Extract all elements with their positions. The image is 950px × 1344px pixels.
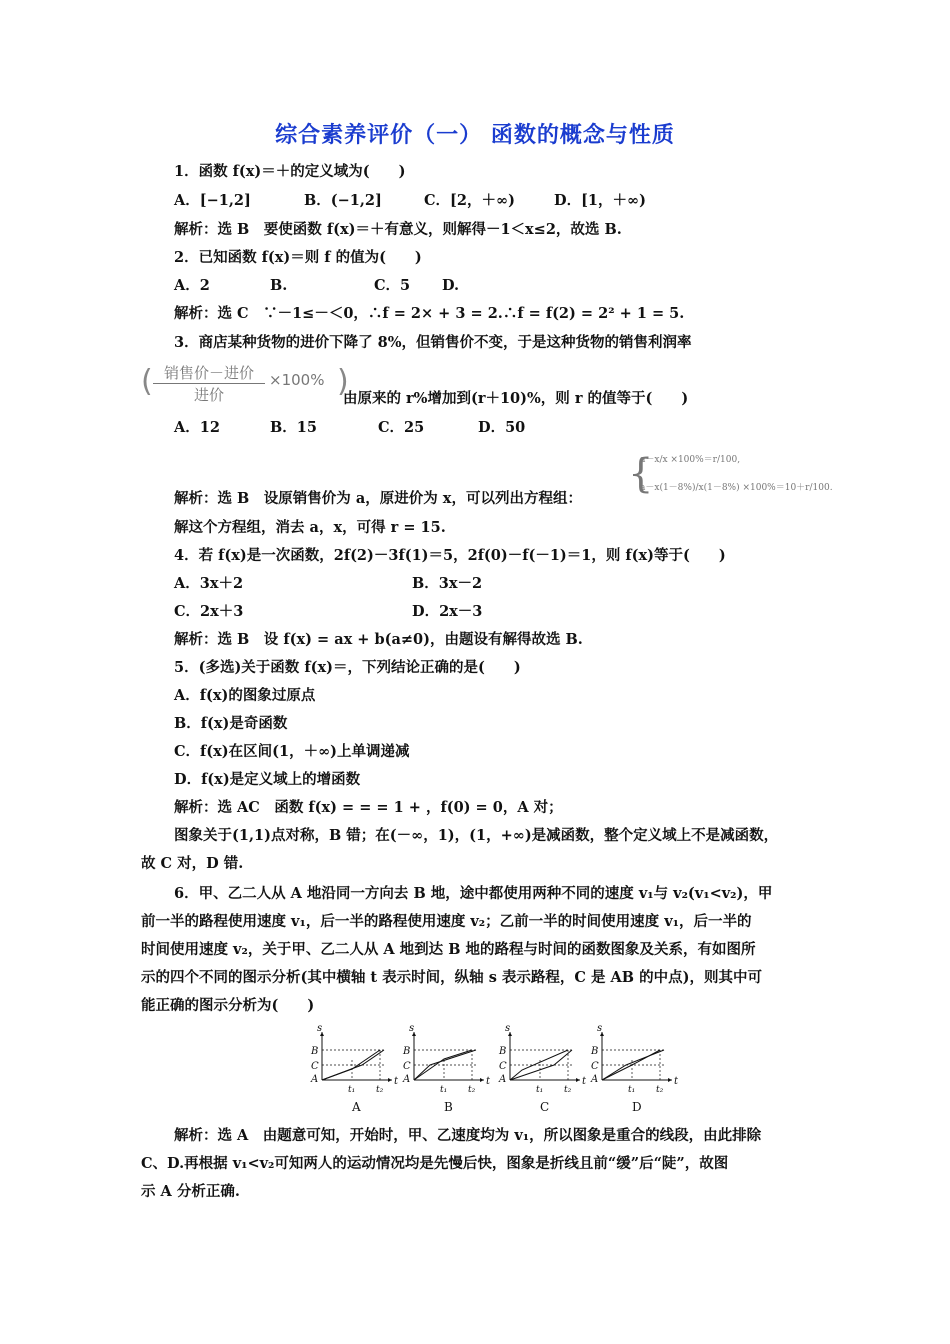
q4-choice-b[interactable]: B．3x－2: [412, 575, 483, 592]
equation-1: a－x/x ×100%＝r/100,: [640, 455, 741, 465]
q3-choices: [174, 418, 525, 438]
q3-analysis-2: 解这个方程组，消去 a，x，可得 r = 15.: [174, 519, 446, 536]
graph-a-t-label: t: [394, 1076, 399, 1087]
q5-stem: 5．(多选)关于函数 f(x)＝，下列结论正确的是( ): [174, 659, 521, 676]
graph-c-s-label: s: [505, 1023, 511, 1034]
q4-choice-c[interactable]: C．2x＋3: [174, 603, 244, 620]
q1-choice-d[interactable]: D．[1，＋∞): [554, 192, 646, 209]
q6-line-5: 能正确的图示分析为( ): [141, 997, 315, 1014]
q2-stem: 2．已知函数 f(x)＝则 f 的值为( ): [174, 249, 422, 266]
graph-c-t-label: t: [582, 1076, 587, 1087]
graph-a-t1-label: t₁: [348, 1085, 356, 1095]
q6-analysis-3: 示 A 分析正确.: [141, 1183, 240, 1200]
q1-choice-b[interactable]: B．(−1,2]: [304, 192, 382, 209]
q1-choices: [174, 191, 646, 211]
formula-denominator: 进价: [193, 386, 224, 404]
formula-tail: ×100%: [269, 371, 325, 389]
graph-b-t1-label: t₁: [440, 1085, 448, 1095]
formula-numerator: 销售价－进价: [153, 362, 265, 384]
page-title: 综合素养评价（一） 函数的概念与性质: [275, 123, 675, 148]
graph-c-t1-label: t₁: [536, 1085, 544, 1095]
q2-choice-b[interactable]: B.: [270, 277, 288, 294]
graph-a-a-label: A: [311, 1074, 319, 1085]
q3-choice-c[interactable]: C．25: [378, 419, 425, 436]
q5-analysis-2: 图象关于(1,1)点对称，B 错；在(－∞，1)，(1，+∞)是减函数，整个定义域上不是减函数，: [174, 827, 779, 844]
q4-choices-row2: [174, 602, 482, 622]
q6-analysis-1: 解析：选 A 由题意可知，开始时，甲、乙速度均为 v₁，所以图象是重合的线段，由此排除: [174, 1127, 762, 1144]
graph-d-b-label: B: [591, 1046, 599, 1057]
q1-choice-a[interactable]: A．[−1,2]: [174, 192, 251, 209]
q2-choice-a[interactable]: A．2: [174, 277, 210, 294]
graph-d-t-label: t: [674, 1076, 679, 1087]
q4-analysis: 解析：选 B 设 f(x) = ax + b(a≠0)，由题设有解得故选 B.: [174, 631, 583, 648]
q2-choices: [174, 276, 459, 296]
graph-a-c-label: C: [311, 1061, 319, 1072]
graph-c-caption: C: [540, 1100, 550, 1114]
graph-a-s-label: s: [317, 1023, 323, 1034]
q4-stem: 4．若 f(x)是一次函数，2f(2)－3f(1)＝5，2f(0)－f(－1)＝1，则 f(x)等于( ): [174, 547, 726, 564]
graph-a-t-arrow: [388, 1078, 392, 1082]
q5-choice-b[interactable]: B．f(x)是奇函数: [174, 715, 288, 732]
graph-c-c-label: C: [499, 1061, 507, 1072]
graph-c-b-label: B: [499, 1046, 507, 1057]
graph-b-b-label: B: [403, 1046, 411, 1057]
q5-choice-a[interactable]: A．f(x)的图象过原点: [174, 687, 316, 704]
graph-b-t-label: t: [486, 1076, 491, 1087]
q2-choice-c[interactable]: C．5: [374, 277, 411, 294]
graph-d-s-label: s: [597, 1023, 603, 1034]
q6-line-4: 示的四个不同的图示分析(其中横轴 t 表示时间，纵轴 s 表示路程，C 是 AB 的中点)，则其中可: [141, 969, 762, 986]
graph-b-caption: B: [444, 1100, 453, 1114]
graph-d-t2-label: t₂: [656, 1085, 664, 1095]
q5-analysis-3: 故 C 对，D 错.: [141, 855, 244, 872]
q5-choice-c[interactable]: C．f(x)在区间(1，＋∞)上单调递减: [174, 743, 410, 760]
graph-c-t-arrow: [576, 1078, 580, 1082]
q5-choice-d[interactable]: D．f(x)是定义域上的增函数: [174, 771, 361, 788]
q3-choice-b[interactable]: B．15: [270, 419, 317, 436]
equation-2: a－x(1－8%)/x(1－8%) ×100%＝10＋r/100.: [640, 483, 833, 493]
graph-b-s-label: s: [409, 1023, 415, 1034]
graph-d-a-label: A: [591, 1074, 599, 1085]
q4-choices-row1: [174, 574, 482, 594]
q6-graphs: [300, 1022, 680, 1116]
q3-choice-d[interactable]: D．50: [478, 419, 526, 436]
worksheet-page: 综合素养评价（一） 函数的概念与性质 1．函数 f(x)＝＋的定义域为( ) A．[−1,2] B．(−1,2] C．[2，＋∞) D．[1，＋∞) 解析：选 B 要使函数 f(x)＝＋有意义，则解得－1＜x≤2，故选 B. 2．已知函数 f(x)＝则 f 的值为( ) A．2 B. C．5 D. 解析：选 C ∵－1≤－＜0，∴f = 2× + 3 = 2.∴f = f(2) = 2² + 1 = 5. 3．商店某种货物的进价下降了 8%，但销售价不变，于是这种货物的销售利润率 ( 销售价－进价 进价 ×100% ) 由原来的 r%增加到(r＋10)%，则 r 的值等于( ) A．12 B．15 C．25 D．50 { a－x/x ×100%＝r/100, a－x(1－8%)/x(1－8%) ×100%＝10＋r/100. 解析：选 B 设原销售价为 a，原进价为 x，可以列出方程组： 解这个方程组，消去 a，x，可得 r = 15. 4．若 f(x)是一次函数，2f(2)－3f(1)＝5，2f(0)－f(－1)＝1，则 f(x)等于( ) A．3x＋2 B．3x－2 C．2x＋3 D．2x－3 解析：选 B 设 f(x) = ax + b(a≠0)，由题设有解得故选 B. 5．(多选)关于函数 f(x)＝，下列结论正确的是( ) A．f(x)的图象过原点 B．f(x)是奇函数 C．f(x)在区间(1，＋∞)上单调递减 D．f(x)是定义域上的增函数 解析：选 AC 函数 f(x) = = = 1 + ，f(0) = 0，A 对； 图象关于(1,1)点对称，B 错；在(－∞，1)，(1，+∞)是减函数，整个定义域上不是减函数， 故 C 对，D 错. 6．甲、乙二人从 A 地沿同一方向去 B 地，途中都使用两种不同的速度 v₁与 v₂(v₁<v₂)，甲 前一半的路程使用速度 v₁，后一半的路程使用速度 v₂；乙前一半的时间使用速度 v₁，后一半的 时间使用速度 v₂，关于甲、乙二人从 A 地到达 B 地的路程与时间的函数图象及关系，有如图所 示的四个不同的图示分析(其中横轴 t 表示时间，纵轴 s 表示路程，C 是 AB 的中点)，则其中可 能正确的图示分析为( ) s t B C A t₁ t₂ A s t B C A t₁ t₂ B s t B C A t₁ t₂ C s t B C A t₁ t₂ D 解析：选 A 由题意可知，开始时，甲、乙速度均为 v₁，所以图象是重合的线段，由此排除 C、D.再根据 v₁<v₂可知两人的运动情况均是先慢后快，图象是折线且前“缓”后“陡”，故图 示 A 分析正确.: [0, 0, 950, 1344]
graph-d-t1-label: t₁: [628, 1085, 636, 1095]
graph-b-t2-label: t₂: [468, 1085, 476, 1095]
graph-a-t2-label: t₂: [376, 1085, 384, 1095]
q4-choice-a[interactable]: A．3x＋2: [174, 575, 244, 592]
graph-c-a-label: A: [499, 1074, 507, 1085]
q3-stem-cont: 由原来的 r%增加到(r＋10)%，则 r 的值等于( ): [343, 390, 689, 407]
graph-d-c-label: C: [591, 1061, 599, 1072]
q6-line-1: 6．甲、乙二人从 A 地沿同一方向去 B 地，途中都使用两种不同的速度 v₁与 v₂(v₁<v₂)，甲: [174, 885, 773, 902]
graph-b-t-arrow: [480, 1078, 484, 1082]
q6-analysis-2: C、D.再根据 v₁<v₂可知两人的运动情况均是先慢后快，图象是折线且前“缓”后“陡”，故图: [141, 1155, 729, 1172]
q4-choice-d[interactable]: D．2x－3: [412, 603, 483, 620]
graph-b-c-label: C: [403, 1061, 411, 1072]
q1-stem: 1．函数 f(x)＝＋的定义域为( ): [174, 163, 406, 180]
graph-b-a-label: A: [403, 1074, 411, 1085]
q3-stem: 3．商店某种货物的进价下降了 8%，但销售价不变，于是这种货物的销售利润率: [174, 334, 692, 351]
q1-analysis: 解析：选 B 要使函数 f(x)＝＋有意义，则解得－1＜x≤2，故选 B.: [174, 221, 622, 238]
q5-analysis: 解析：选 AC 函数 f(x) = = = 1 + ，f(0) = 0，A 对；: [174, 799, 563, 816]
graph-d-caption: D: [632, 1100, 642, 1114]
q6-line-3: 时间使用速度 v₂，关于甲、乙二人从 A 地到达 B 地的路程与时间的函数图象及关系，有如图所: [141, 941, 756, 958]
graph-d-t-arrow: [668, 1078, 672, 1082]
graph-a-caption: A: [352, 1100, 361, 1114]
q2-choice-d[interactable]: D.: [442, 277, 460, 294]
graph-c-t2-label: t₂: [564, 1085, 572, 1095]
q2-analysis: 解析：选 C ∵－1≤－＜0，∴f = 2× + 3 = 2.∴f = f(2) = 2² + 1 = 5.: [174, 305, 685, 322]
graph-a-b-label: B: [311, 1046, 319, 1057]
q1-choice-c[interactable]: C．[2，＋∞): [424, 192, 515, 209]
q6-line-2: 前一半的路程使用速度 v₁，后一半的路程使用速度 v₂；乙前一半的时间使用速度 v₁，后一半的: [141, 913, 752, 930]
q3-choice-a[interactable]: A．12: [174, 419, 220, 436]
q3-analysis: 解析：选 B 设原销售价为 a，原进价为 x，可以列出方程组：: [174, 490, 582, 507]
